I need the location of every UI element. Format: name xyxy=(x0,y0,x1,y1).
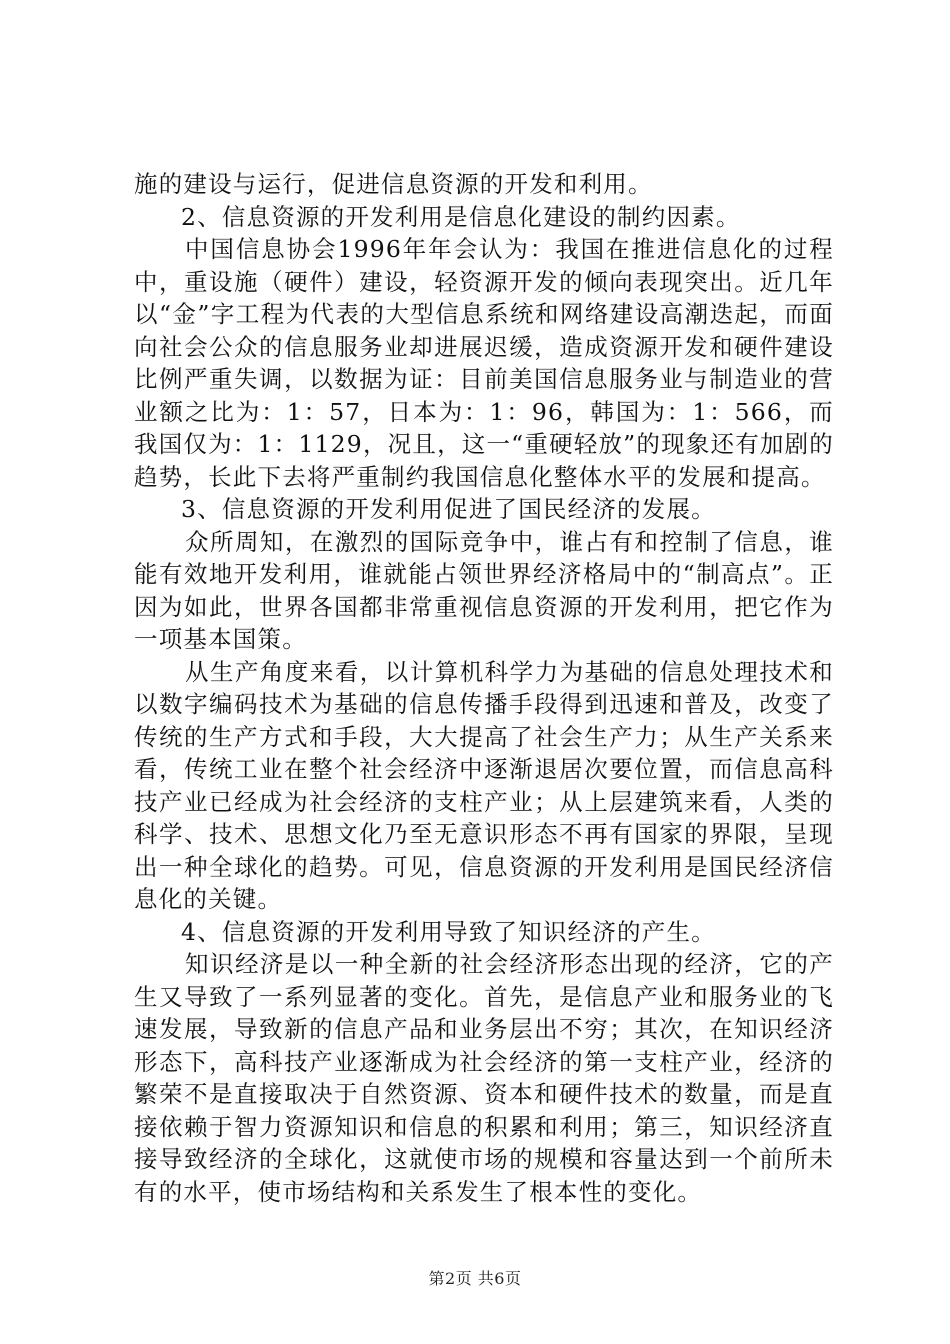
paragraph-continuation: 施的建设与运行，促进信息资源的开发和利用。 xyxy=(134,170,653,198)
paragraph-association-report: 中国信息协会1996年年会认为：我国在推进信息化的过程中，重设施（硬件）建设，轻资源开发的倾向表现突出。近几年以“金”字工程为代表的大型信息系统和网络建设高潮迭起，而面向社会公众的信息服务业却进展迟缓，造成资源开发和硬件建设比例严重失调，以数据为证：目前美国信息服务业与制造业的营业额之比为：1：57，日本为：1：96，韩国为：1：566，而我国仅为：1：1129，况且，这一“重硬轻放”的现象还有加剧的趋势，长此下去将严重制约我国信息化整体水平的发展和提高。 xyxy=(134,235,834,491)
paragraph-production-view: 从生产角度来看，以计算机科学力为基础的信息处理技术和以数字编码技术为基础的信息传播手段得到迅速和普及，改变了传统的生产方式和手段，大大提高了社会生产力；从生产关系来看，传统工业在整个社会经济中逐渐退居次要位置，而信息高科技产业已经成为社会经济的支柱产业；从上层建筑来看，人类的科学、技术、思想文化乃至无意识形态不再有国家的界限，呈现出一种全球化的趋势。可见，信息资源的开发利用是国民经济信息化的关键。 xyxy=(134,657,834,913)
page-footer xyxy=(0,1269,950,1289)
section-heading-3: 3、信息资源的开发利用促进了国民经济的发展。 xyxy=(181,495,716,523)
document-body xyxy=(134,168,834,1208)
paragraph-competition: 众所周知，在激烈的国际竞争中，谁占有和控制了信息，谁能有效地开发利用，谁就能占领世界经济格局中的“制高点”。正因为如此，世界各国都非常重视信息资源的开发利用，把它作为一项基本国策。 xyxy=(134,527,834,653)
section-heading-2: 2、信息资源的开发利用是信息化建设的制约因素。 xyxy=(181,202,741,231)
page-number: 第2页 共6页 xyxy=(428,1269,522,1288)
section-heading-4: 4、信息资源的开发利用导致了知识经济的产生。 xyxy=(181,917,716,946)
paragraph-knowledge-economy: 知识经济是以一种全新的社会经济形态出现的经济，它的产生又导致了一系列显著的变化。首先，是信息产业和服务业的飞速发展，导致新的信息产品和业务层出不穷；其次，在知识经济形态下，高科技产业逐渐成为社会经济的第一支柱产业，经济的繁荣不是直接取决于自然资源、资本和硬件技术的数量，而是直接依赖于智力资源知识和信息的积累和利用；第三，知识经济直接导致经济的全球化，这就使市场的规模和容量达到一个前所未有的水平，使市场结构和关系发生了根本性的变化。 xyxy=(134,950,834,1206)
